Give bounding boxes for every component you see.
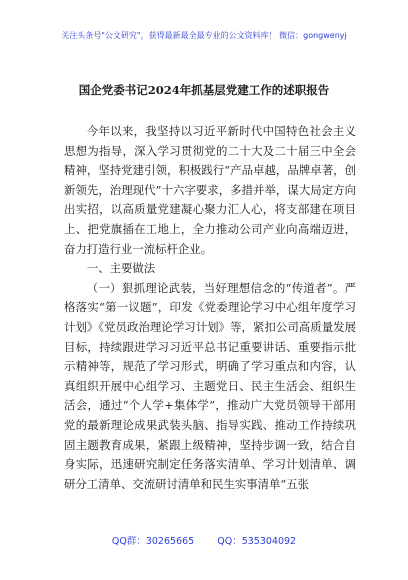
document-body <box>64 122 356 494</box>
footer-qq-group: QQ群：30265665 <box>111 536 195 547</box>
footer-qq: QQ：535304092 <box>217 536 297 547</box>
footer-contact <box>0 533 408 547</box>
document-title: 国企党委书记2024年抓基层党建工作的述职报告 <box>78 83 330 97</box>
section-heading-main-practices: 一、主要做法 <box>86 261 156 276</box>
header-banner: 关注头条号"公文研究"，获得最新最全最专业的公文资料库！ 微信：gongwenyj <box>61 31 347 40</box>
paragraph-intro: 今年以来，我坚持以习近平新时代中国特色社会主义思想为指导，深入学习贯彻党的二十大及二十届三中全会精神，坚持党建引领，积极践行“产品卓越，品牌卓著，创新领先，治理现代”十六字要求，多措并举，谋大局定方向出实招，以高质量党建凝心聚力汇人心，将支部建在项目上、把党旗插在工地上，全力推动公司产业向高端迈进，奋力打造行业一流标杆企业。 <box>64 124 356 256</box>
paragraph-theory: （一）狠抓理论武装，当好理想信念的“传道者”。严格落实“第一议题”，印发《党委理论学习中心组年度学习计划》《党员政治理论学习计划》等，紧扣公司高质量发展目标，持续跟进学习习近平总书记重要讲话、重要指示批示精神等，规范了学习形式，明确了学习重点和内容，认真组织开展中心组学习、主题党日、民主生活会、组织生活会，通过“个人学+集体学”，推动广大党员领导干部用党的最新理论成果武装头脑、指导实践、推动工作持续巩固主题教育成果，紧跟上级精神，坚持步调一致，结合自身实际，迅速研究制定任务落实清单、学习计划清单、调研分工清单、交流研讨清单和民生实事清单“五张 <box>64 280 356 491</box>
